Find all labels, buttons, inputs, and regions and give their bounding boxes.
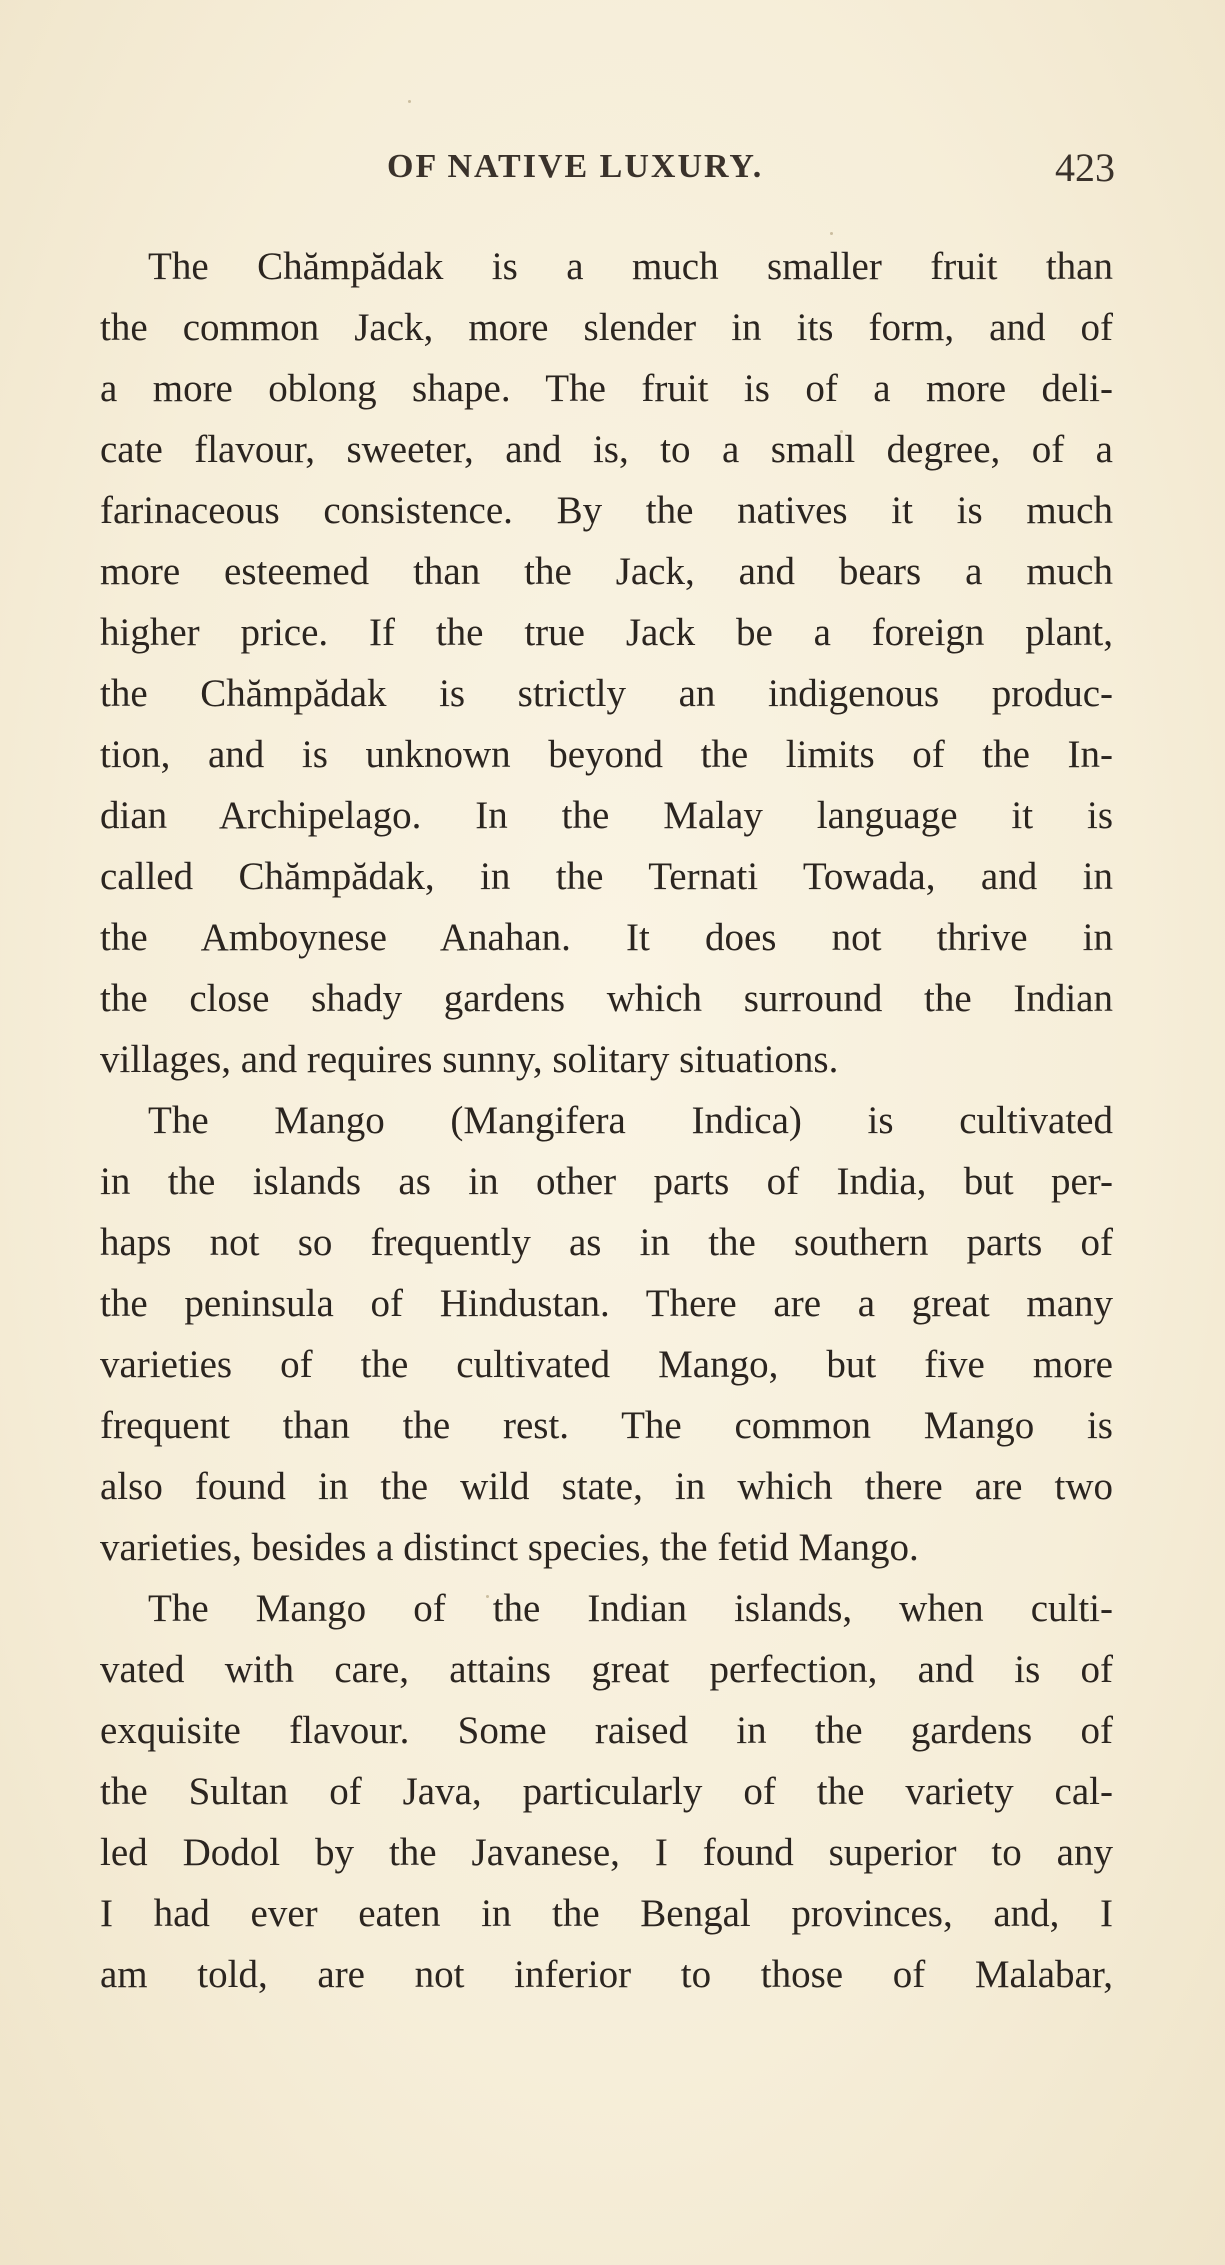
text-line: the Chămpădak is strictly an indigenous produc- <box>100 672 1113 715</box>
running-header <box>100 145 1115 198</box>
text-line: am told, are not inferior to those of Malabar, <box>100 1953 1113 1996</box>
text-line: dian Archipelago. In the Malay language it is <box>100 794 1113 837</box>
text-line: the common Jack, more slender in its form, and of <box>100 306 1113 349</box>
text-line: called Chămpădak, in the Ternati Towada, and in <box>100 855 1113 898</box>
text-line: frequent than the rest. The common Mango is <box>100 1404 1113 1447</box>
text-line: the Sultan of Java, particularly of the variety cal- <box>100 1770 1113 1813</box>
body-text <box>100 236 1113 2005</box>
text-line: varieties, besides a distinct species, the fetid Mango. <box>100 1526 919 1569</box>
text-line: a more oblong shape. The fruit is of a more deli- <box>100 367 1113 410</box>
text-line: I had ever eaten in the Bengal provinces, and, I <box>100 1892 1113 1935</box>
text-line: also found in the wild state, in which there are two <box>100 1465 1113 1508</box>
text-line: haps not so frequently as in the southern parts of <box>100 1221 1113 1264</box>
text-line: tion, and is unknown beyond the limits of the In- <box>100 733 1113 776</box>
running-title: OF NATIVE LUXURY. <box>387 148 764 185</box>
text-line: villages, and requires sunny, solitary situations. <box>100 1038 839 1081</box>
text-line: The Mango (Mangifera Indica) is cultivated <box>148 1099 1113 1142</box>
text-line: vated with care, attains great perfection, and is of <box>100 1648 1113 1691</box>
paragraph-mango-quality <box>100 1578 1113 2005</box>
text-line: cate flavour, sweeter, and is, to a small degree, of a <box>100 428 1113 471</box>
text-line: The Chămpădak is a much smaller fruit than <box>148 245 1113 288</box>
page-number: 423 <box>1055 145 1115 190</box>
paper-speck <box>830 232 833 235</box>
text-line: varieties of the cultivated Mango, but five more <box>100 1343 1113 1386</box>
text-line: farinaceous consistence. By the natives it is much <box>100 489 1113 532</box>
text-line: led Dodol by the Javanese, I found superior to any <box>100 1831 1113 1874</box>
text-line: in the islands as in other parts of India, but per- <box>100 1160 1113 1203</box>
paper-speck <box>408 100 411 103</box>
text-line: exquisite flavour. Some raised in the gardens of <box>100 1709 1113 1752</box>
text-line: The Mango of the Indian islands, when culti- <box>148 1587 1113 1630</box>
text-line: the close shady gardens which surround the Indian <box>100 977 1113 1020</box>
paragraph-champadak <box>100 236 1113 1090</box>
text-line: more esteemed than the Jack, and bears a much <box>100 550 1113 593</box>
text-line: higher price. If the true Jack be a foreign plant, <box>100 611 1113 654</box>
paragraph-mango-varieties <box>100 1090 1113 1578</box>
text-line: the Amboynese Anahan. It does not thrive in <box>100 916 1113 959</box>
text-line: the peninsula of Hindustan. There are a great many <box>100 1282 1113 1325</box>
